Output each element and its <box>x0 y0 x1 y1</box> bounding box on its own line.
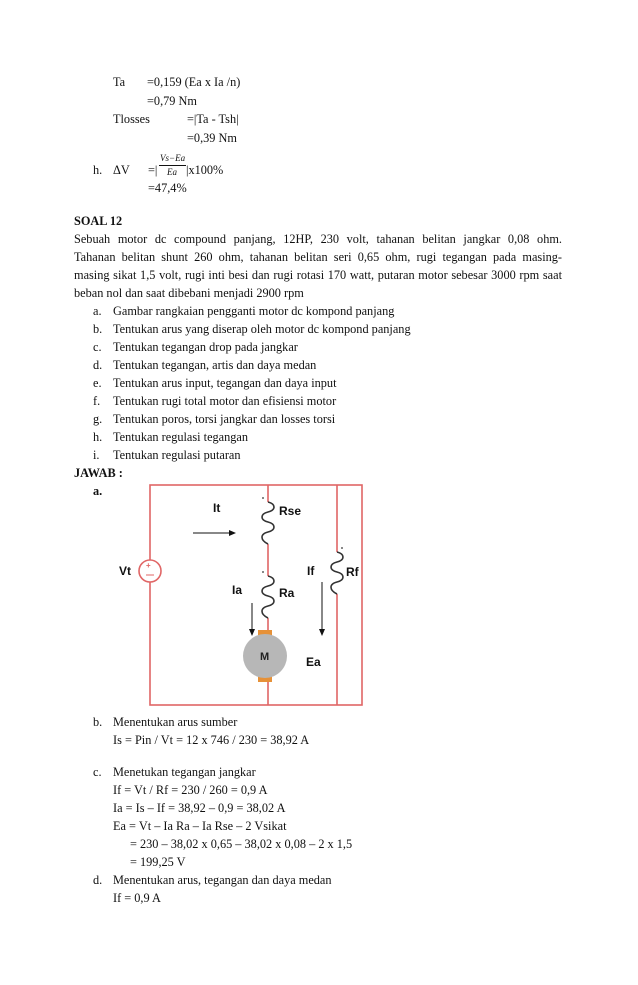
answer-c-title: Menetukan tegangan jangkar <box>113 765 256 779</box>
soal-line-1: Sebuah motor dc compound panjang, 12HP, 230 volt, tahanan belitan jangkar 0,08 ohm. <box>74 232 562 246</box>
question-text: Tentukan tegangan, artis dan daya medan <box>113 358 317 372</box>
label-vt: Vt <box>119 564 131 578</box>
armature-resistance-coil-icon <box>258 571 278 618</box>
shunt-field-coil-icon <box>327 547 347 594</box>
label-ia: Ia <box>232 583 243 597</box>
soal-line-4: beban nol dan saat dibebani menjadi 2900 rpm <box>74 286 304 300</box>
answer-d-marker: d. <box>93 873 103 887</box>
question-text: Tentukan rugi total motor dan efisiensi motor <box>113 394 337 408</box>
answer-d-title: Menentukan arus, tegangan dan daya medan <box>113 873 332 887</box>
answer-c-line-4: = 230 – 38,02 x 0,65 – 38,02 x 0,08 – 2 x 1,5 <box>130 837 353 851</box>
answer-d-line-1: If = 0,9 A <box>113 891 161 905</box>
label-if: If <box>307 564 315 578</box>
answer-b-line-1: Is = Pin / Vt = 12 x 746 / 230 = 38,92 A <box>113 733 310 747</box>
tlosses-equation: =|Ta - Tsh| <box>187 112 239 126</box>
delta-v-suffix: |x100% <box>186 163 224 177</box>
delta-v-prefix: =| <box>148 163 158 177</box>
delta-v-value: =47,4% <box>148 181 187 195</box>
question-text: Gambar rangkaian pengganti motor dc kompond panjang <box>113 304 395 318</box>
question-text: Tentukan poros, torsi jangkar dan losses torsi <box>113 412 336 426</box>
question-marker: c. <box>93 340 102 354</box>
soal-line-2: Tahanan belitan shunt 260 ohm, tahanan belitan seri 0,65 ohm, rugi tegangan pada masing- <box>74 250 562 264</box>
answer-b-title: Menentukan arus sumber <box>113 715 238 729</box>
fraction-denominator: Ea <box>167 167 177 177</box>
label-ra: Ra <box>279 586 295 600</box>
ta-equation: =0,159 (Ea x Ia /n) <box>147 75 241 89</box>
label-rse: Rse <box>279 504 302 518</box>
ta-label: Ta <box>113 75 126 89</box>
label-rf: Rf <box>346 565 359 579</box>
question-marker: h. <box>93 430 103 444</box>
answer-c-line-1: If = Vt / Rf = 230 / 260 = 0,9 A <box>113 783 268 797</box>
label-ea: Ea <box>306 655 321 669</box>
answer-a-marker: a. <box>93 484 103 498</box>
fraction-numerator: Vs−Ea <box>160 153 186 163</box>
ia-arrow-icon <box>249 603 255 636</box>
question-marker: a. <box>93 304 102 318</box>
question-text: Tentukan arus input, tegangan dan daya input <box>113 376 337 390</box>
question-text: Tentukan arus yang diserap oleh motor dc kompond panjang <box>113 322 411 336</box>
question-marker: e. <box>93 376 102 390</box>
series-field-coil-icon <box>258 497 278 544</box>
delta-v-label: ΔV <box>113 163 130 177</box>
jawab-title: JAWAB : <box>74 466 123 480</box>
if-arrow-icon <box>319 582 325 636</box>
soal-line-3: masing sikat 1,5 volt, rugi inti besi dan rugi rotasi 170 watt, putaran motor sebesar 3000 rpm saat <box>74 268 562 282</box>
question-text: Tentukan regulasi putaran <box>113 448 241 462</box>
ta-value: =0,79 Nm <box>147 94 197 108</box>
answer-c-line-5: = 199,25 V <box>130 855 186 869</box>
answer-b-marker: b. <box>93 715 103 729</box>
answer-c-marker: c. <box>93 765 102 779</box>
soal-title: SOAL 12 <box>74 214 123 228</box>
question-marker: f. <box>93 394 101 408</box>
question-marker: i. <box>93 448 100 462</box>
it-arrow-icon <box>193 530 236 536</box>
item-h-marker: h. <box>93 163 103 177</box>
question-text: Tentukan regulasi tegangan <box>113 430 249 444</box>
question-marker: d. <box>93 358 103 372</box>
tlosses-value: =0,39 Nm <box>187 131 237 145</box>
answer-c-line-3: Ea = Vt – Ia Ra – Ia Rse – 2 Vsikat <box>113 819 287 833</box>
question-text: Tentukan tegangan drop pada jangkar <box>113 340 298 354</box>
answer-c-line-2: Ia = Is – If = 38,92 – 0,9 = 38,02 A <box>113 801 286 815</box>
source-plus-sign: + <box>146 561 151 570</box>
tlosses-label: Tlosses <box>113 112 150 126</box>
label-it: It <box>213 501 221 515</box>
question-marker: g. <box>93 412 103 426</box>
question-marker: b. <box>93 322 103 336</box>
label-motor: M <box>260 651 270 663</box>
